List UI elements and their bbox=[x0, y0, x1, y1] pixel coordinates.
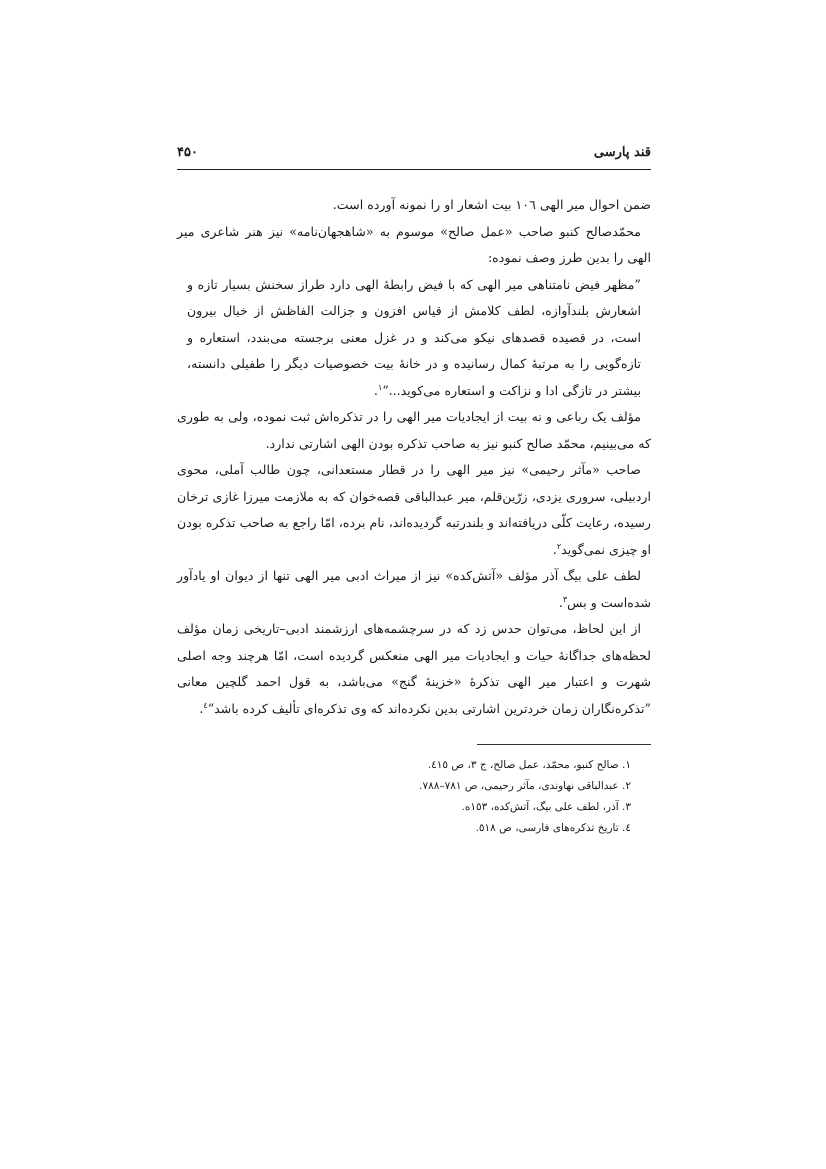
document-page bbox=[177, 145, 651, 839]
paragraph-3: مؤلف یک رباعی و نه بیت از ایجادیات میر الهی را در تذکره‌اش ثبت نموده، ولی به طوری که می‌بینیم، محمّد صالح کنبو نیز به صاحب تذکره بودن الهی اشارتی ندارد. bbox=[177, 409, 651, 451]
paragraph-2: محمّدصالح کنبو صاحب «عمل صالح» موسوم به «شاهجهان‌نامه» نیز هنر شاعری میر الهی را بدین طرز وصف نموده: bbox=[177, 223, 651, 265]
journal-title: قند پارسی bbox=[593, 145, 651, 160]
paragraph-1: ضمن احوال میر الهی ۱۰٦ بیت اشعار او را نمونه آورده است. bbox=[332, 197, 651, 212]
quotation: ”مظهر فیض نامتناهی میر الهی که با فیض رابطهٔ الهی دارد طراز سخنش بسیار تازه و اشعارش بلندآوازه، لطف کلامش از قیاس افزون و جزالت الفاظش از خیال بیرون است، در قصیده قصدهای نیکو می‌کند و در غزل معنی برجسته می‌بندد، استعاره و تازه‌گویی را به مرتبهٔ کمال رسانیده و در خانهٔ بیت خصوصیات دیگر را طفیلی دانسته، بیشتر در تازگی ادا و نزاکت و استعاره می‌کوید...“$^١$. bbox=[187, 276, 641, 398]
paragraph-5-text: لطف علی بیگ آذر مؤلف «آتش‌کده» نیز از میراث ادبی میر الهی تنها از دیوان او یادآور شده‌است و بس bbox=[177, 568, 651, 610]
paragraph-5: لطف علی بیگ آذر مؤلف «آتش‌کده» نیز از میراث ادبی میر الهی تنها از دیوان او یادآور شده‌است و بس$^٣$. bbox=[177, 568, 651, 610]
page-number: ۴۵۰ bbox=[177, 145, 198, 160]
paragraph-4: صاحب «مآثر رحیمی» نیز میر الهی را در قطار مستعدانی، چون طالب آملی، محوی اردبیلی، سروری یزدی، زرّین‌قلم، میر عبدالباقی قصه‌خوان که به ملازمت میرزا غازی ترخان رسیده، رعایت کلّی دریافته‌اند و بلندرتبه گردیده‌اند، نام برده، امّا راجع به صاحب تذکره بودن او چیزی نمی‌گوید$^٢$. bbox=[177, 462, 651, 557]
footnote-1: ١. صالح کنبو، محمّد، عمل صالح، ج ٣، ص ٤١٥. bbox=[427, 759, 631, 771]
footnotes bbox=[177, 755, 651, 839]
paragraph-6-text: از این لحاظ، می‌توان حدس زد که در سرچشمه‌های ارزشمند ادبی–تاریخی زمان مؤلف لحظه‌های جداگانهٔ حیات و ایجادیات میر الهی منعکس گردیده است، امّا هرچند وجه اصلی شهرت و اعتبار میر الهی تذکرهٔ «خزینهٔ گنج» می‌باشد، به قول احمد گلچین معانی ”تذکره‌نگاران زمان خردترین اشارتی بدین نکرده‌اند که وی تذکره‌ای تألیف کرده باشد“ bbox=[177, 621, 651, 716]
footnote-2: ٢. عبدالباقی نهاوندی، مآثر رحیمی، ص ٧٨١–٧٨٨. bbox=[419, 780, 631, 792]
header-rule bbox=[177, 169, 651, 170]
paragraph-4-text: صاحب «مآثر رحیمی» نیز میر الهی را در قطار مستعدانی، چون طالب آملی، محوی اردبیلی، سروری یزدی، زرّین‌قلم، میر عبدالباقی قصه‌خوان که به ملازمت میرزا غازی ترخان رسیده، رعایت کلّی دریافته‌اند و بلندرتبه گردیده‌اند، نام برده، امّا راجع به صاحب تذکره بودن او چیزی نمی‌گوید bbox=[177, 462, 651, 557]
footnote-rule bbox=[477, 744, 651, 745]
footnote-4: ٤. تاریخ تذکره‌های فارسی، ص ٥١٨. bbox=[475, 822, 631, 834]
main-text bbox=[177, 192, 651, 722]
footnote-ref-1: ١ bbox=[377, 382, 383, 392]
footnote-3: ٣. آذر، لطف علی بیگ، آتش‌کده، ١٥٣ه. bbox=[461, 801, 631, 813]
page-header bbox=[177, 145, 651, 167]
footnote-ref-3: ٣ bbox=[562, 594, 568, 604]
paragraph-6: از این لحاظ، می‌توان حدس زد که در سرچشمه‌های ارزشمند ادبی–تاریخی زمان مؤلف لحظه‌های جداگانهٔ حیات و ایجادیات میر الهی منعکس گردیده است، امّا هرچند وجه اصلی شهرت و اعتبار میر الهی تذکرهٔ «خزینهٔ گنج» می‌باشد، به قول احمد گلچین معانی ”تذکره‌نگاران زمان خردترین اشارتی بدین نکرده‌اند که وی تذکره‌ای تألیف کرده باشد“$^٤$. bbox=[177, 621, 651, 716]
quotation-text: ”مظهر فیض نامتناهی میر الهی که با فیض رابطهٔ الهی دارد طراز سخنش بسیار تازه و اشعارش بلندآوازه، لطف کلامش از قیاس افزون و جزالت الفاظش از خیال بیرون است، در قصیده قصدهای نیکو می‌کند و در غزل معنی برجسته می‌بندد، استعاره و تازه‌گویی را به مرتبهٔ کمال رسانیده و در خانهٔ بیت خصوصیات دیگر را طفیلی دانسته، بیشتر در تازگی ادا و نزاکت و استعاره می‌کوید...“ bbox=[187, 276, 641, 398]
footnote-ref-2: ٢ bbox=[556, 541, 562, 551]
footnote-ref-4: ٤ bbox=[203, 700, 208, 710]
